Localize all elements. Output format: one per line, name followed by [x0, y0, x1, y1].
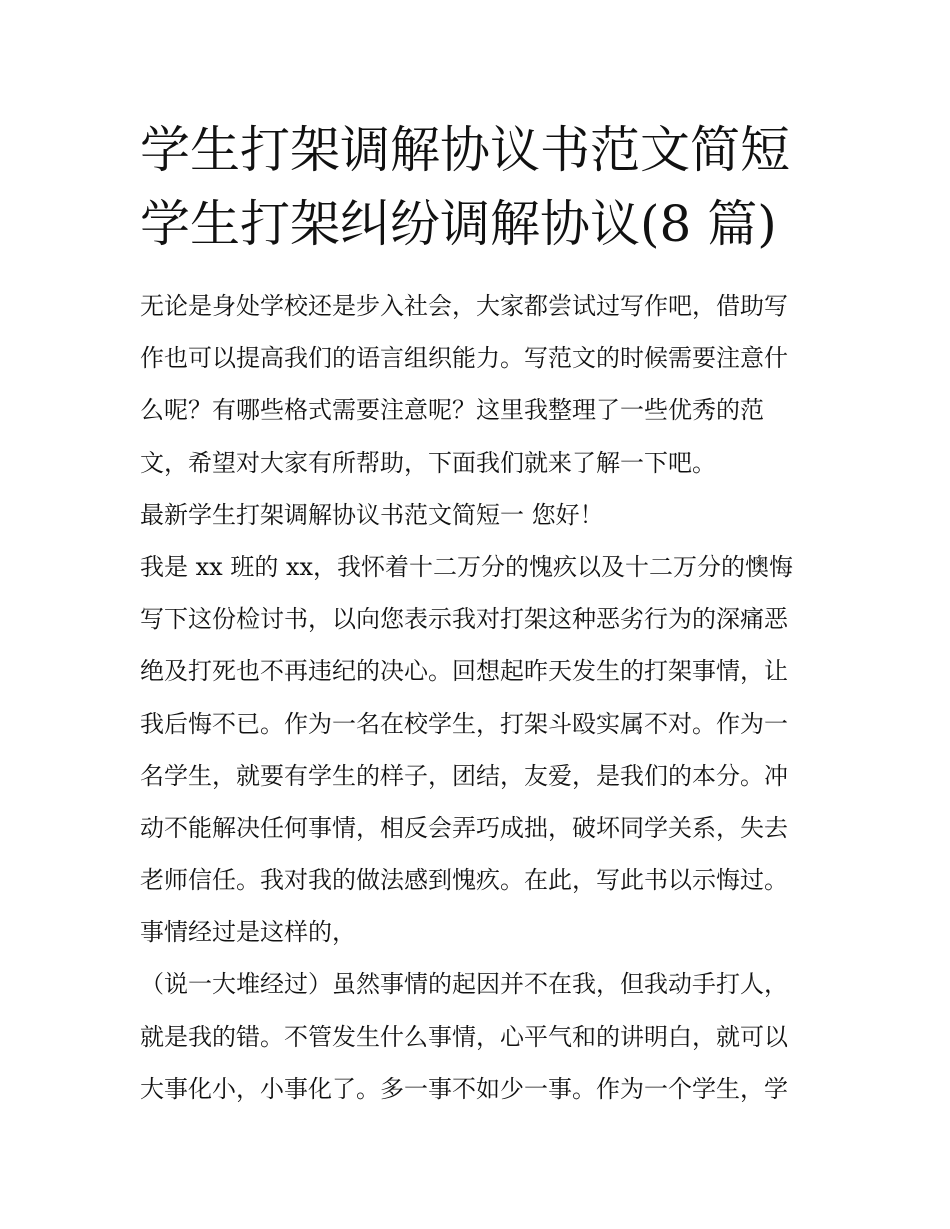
body-line: 事情经过是这样的，	[140, 918, 356, 947]
section-heading-line: 最新学生打架调解协议书范文简短一 您好！	[140, 500, 604, 529]
document-body	[140, 280, 820, 1115]
title-line-1: 学生打架调解协议书范文简短	[140, 121, 790, 179]
body-line: （说一大堆经过）虽然事情的起因并不在我，但我动手打人，	[140, 970, 788, 999]
body-line: 就是我的错。不管发生什么事情，心平气和的讲明白，就可以	[140, 1022, 788, 1051]
body-line: 我是 xx 班的 xx，我怀着十二万分的愧疚以及十二万分的懊悔	[140, 552, 794, 581]
body-line: 动不能解决任何事情，相反会弄巧成拙，破坏同学关系，失去	[140, 813, 788, 842]
body-line: 作也可以提高我们的语言组织能力。写范文的时候需要注意什	[140, 344, 788, 373]
body-line: 名学生，就要有学生的样子，团结，友爱，是我们的本分。冲	[140, 761, 788, 790]
body-line: 老师信任。我对我的做法感到愧疚。在此，写此书以示悔过。	[140, 866, 788, 895]
title-line-2: 学生打架纠纷调解协议(8 篇)	[140, 195, 777, 253]
body-line: 么呢？有哪些格式需要注意呢？这里我整理了一些优秀的范	[140, 396, 764, 425]
body-line: 我后悔不已。作为一名在校学生，打架斗殴实属不对。作为一	[140, 709, 788, 738]
body-line: 大事化小，小事化了。多一事不如少一事。作为一个学生，学	[140, 1074, 788, 1103]
document-title	[140, 113, 830, 261]
body-line: 文，希望对大家有所帮助，下面我们就来了解一下吧。	[140, 448, 716, 477]
body-line: 绝及打死也不再违纪的决心。回想起昨天发生的打架事情，让	[140, 657, 788, 686]
body-line: 无论是身处学校还是步入社会，大家都尝试过写作吧，借助写	[140, 292, 788, 320]
body-line: 写下这份检讨书，以向您表示我对打架这种恶劣行为的深痛恶	[140, 605, 788, 634]
